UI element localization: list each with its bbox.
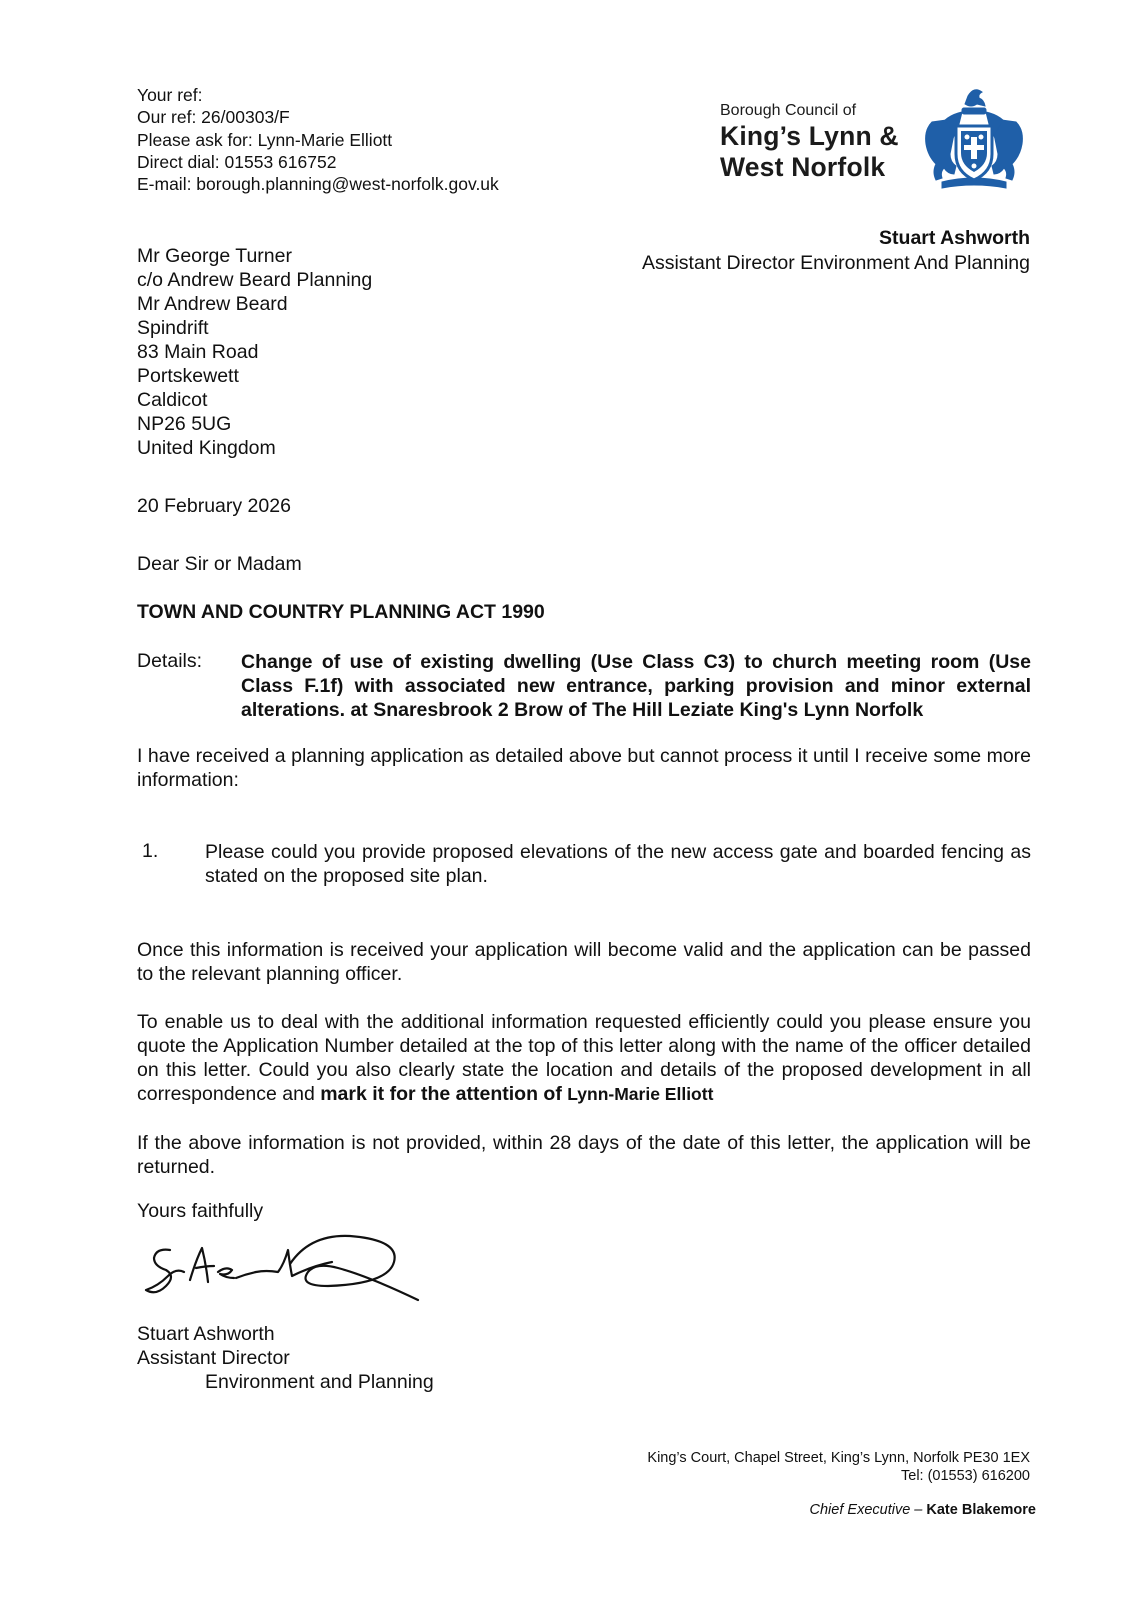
- address-line: NP26 5UG: [137, 413, 232, 435]
- signatory-department: Environment and Planning: [205, 1371, 434, 1393]
- paragraph-validity: Once this information is received your application will become valid and the application can be passed to the relevant planning officer.: [137, 939, 1031, 985]
- chief-executive-line: [810, 1502, 1036, 1518]
- attention-officer-name: Lynn-Marie Elliott: [567, 1084, 714, 1104]
- sender-block: [642, 226, 1030, 276]
- our-ref: Our ref: 26/00303/F: [137, 107, 290, 128]
- signatory-name: Stuart Ashworth: [137, 1323, 275, 1345]
- address-line: Spindrift: [137, 317, 209, 339]
- address-line: c/o Andrew Beard Planning: [137, 269, 373, 291]
- attention-text: mark it for the attention of: [320, 1083, 562, 1105]
- paragraph-intro: I have received a planning application as detailed above but cannot process it until I receive some more information:: [137, 745, 1031, 791]
- letter-heading: TOWN AND COUNTRY PLANNING ACT 1990: [137, 601, 545, 623]
- logo-line-3: West Norfolk: [720, 152, 886, 182]
- address-line: United Kingdom: [137, 437, 276, 459]
- your-ref: Your ref:: [137, 85, 203, 105]
- ask-for: Please ask for: Lynn-Marie Elliott: [137, 129, 393, 150]
- paragraph-deadline: If the above information is not provided, within 28 days of the date of this letter, the application will be returned.: [137, 1132, 1031, 1178]
- sender-title: Assistant Director Environment And Planning: [641, 252, 1030, 274]
- recipient-address: [137, 244, 372, 460]
- footer-address: King’s Court, Chapel Street, King’s Lynn, Norfolk PE30 1EX: [647, 1450, 1030, 1466]
- instructions-text: To enable us to deal with the additional information requested efficiently could you please ensure you quote the Application Number detailed at the top of this letter along with the name of the officer detailed on this letter. Could you also clearly state the location and details of the proposed development in all correspondence and: [137, 1011, 1031, 1105]
- address-line: Mr Andrew Beard: [137, 293, 288, 315]
- address-line: Caldicot: [137, 389, 208, 411]
- direct-dial: Direct dial: 01553 616752: [137, 151, 337, 172]
- signatory-block: [137, 1322, 434, 1394]
- council-logo-text: [720, 101, 899, 183]
- salutation: Dear Sir or Madam: [137, 553, 302, 575]
- logo-line-2: King’s Lynn &: [720, 121, 899, 151]
- address-line: 83 Main Road: [137, 341, 259, 363]
- details-text: Change of use of existing dwelling (Use Class C3) to church meeting room (Use Class F.1f) with associated new entrance, parking provision and minor external alterations. at Snaresbrook 2 Brow of The Hill Leziate King's Lynn Norfolk: [241, 651, 1031, 721]
- handwritten-signature: [140, 1228, 440, 1318]
- footer-tel: Tel: (01553) 616200: [901, 1468, 1030, 1484]
- paragraph-instructions: [137, 1010, 1031, 1106]
- closing: Yours faithfully: [137, 1200, 264, 1222]
- logo-line-1: Borough Council of: [720, 102, 857, 119]
- signatory-role: Assistant Director: [137, 1347, 290, 1369]
- chief-role: Chief Executive –: [809, 1502, 923, 1518]
- sender-name: Stuart Ashworth: [879, 227, 1030, 249]
- details-label: Details:: [137, 650, 203, 672]
- address-line: Mr George Turner: [137, 245, 292, 267]
- reference-block: [137, 84, 499, 195]
- email-address: E-mail: borough.planning@west-norfolk.gov.uk: [137, 174, 499, 195]
- chief-name: Kate Blakemore: [926, 1502, 1036, 1518]
- list-item-number: 1.: [142, 840, 159, 862]
- footer-address-block: [647, 1449, 1030, 1485]
- council-crest-icon: [918, 82, 1030, 194]
- address-line: Portskewett: [137, 365, 239, 387]
- list-item-text: Please could you provide proposed elevations of the new access gate and boarded fencing as stated on the proposed site plan.: [205, 841, 1031, 887]
- letter-date: 20 February 2026: [137, 495, 291, 517]
